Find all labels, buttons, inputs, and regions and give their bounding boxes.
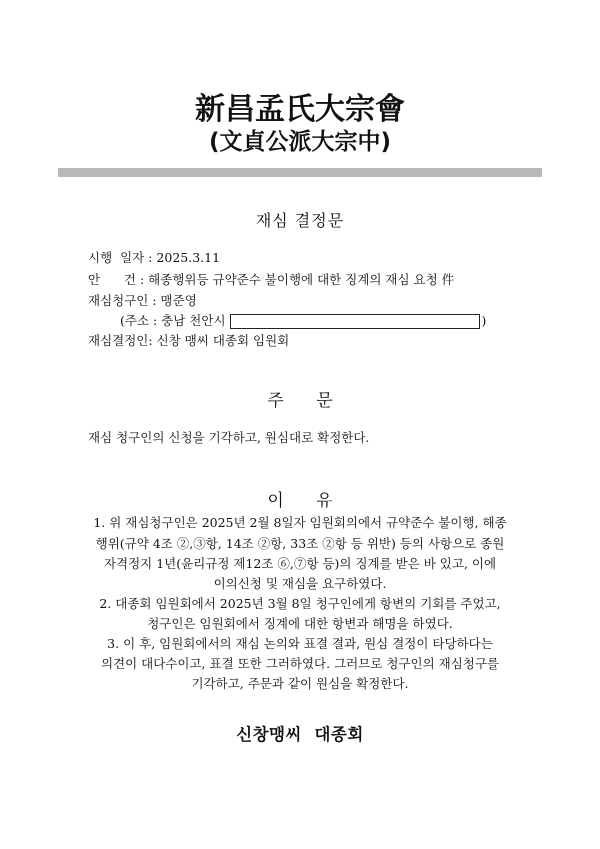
info-date-row — [88, 250, 220, 266]
date-value: 2025.3.11 — [156, 250, 221, 265]
organization-title: 新昌孟氏大宗會 — [195, 92, 405, 127]
info-petitioner-row — [88, 293, 197, 309]
subject-label: 안 건 : — [88, 272, 145, 287]
reason-line: 기각하고, 주문과 같이 원심을 확정한다. — [191, 676, 409, 691]
header-divider — [58, 168, 542, 177]
reason-line: 자격정지 1년(윤리규정 제12조 ⑥,⑦항 등)의 징계를 받은 바 있고, 이에 — [103, 556, 497, 571]
decider-value: 신창 맹씨 대종회 임원회 — [156, 333, 290, 348]
info-decider-row — [88, 333, 289, 349]
decider-label: 재심결정인: — [88, 333, 153, 348]
address-prefix: (주소 : 충남 천안시 — [120, 313, 226, 328]
signature: 신창맹씨 대종회 — [236, 725, 364, 744]
subject-value: 해종행위등 규약준수 불이행에 대한 징계의 재심 요청 件 — [148, 272, 455, 287]
reason-line: 2. 대종회 임원회에서 2025년 3월 8일 청구인에게 항변의 기회를 주었고, — [99, 596, 501, 611]
petitioner-value: 맹준영 — [160, 293, 197, 308]
date-label: 시행 일자 : — [88, 250, 153, 265]
reason-line: 1. 위 재심청구인은 2025년 2월 8일자 임원회의에서 규약준수 불이행, 해종 — [93, 515, 507, 530]
reason-line: 3. 이 후, 임원회에서의 재심 논의와 표결 결과, 원심 결정이 타당하다는 — [107, 636, 493, 651]
reason-line: 의견이 대다수이고, 표결 또한 그러하였다. 그러므로 청구인의 재심청구를 — [100, 656, 499, 671]
ruling-text: 재심 청구인의 신청을 기각하고, 원심대로 확정한다. — [88, 430, 370, 445]
ruling-heading: 주 문 — [267, 391, 333, 411]
document-title: 재심 결정문 — [255, 211, 345, 230]
reason-line: 이의신청 및 재심을 요구하였다. — [213, 576, 387, 591]
reasons-heading: 이 유 — [267, 491, 333, 511]
info-address-row — [120, 313, 486, 329]
reason-line: 청구인은 임원회에서 징계에 대한 항변과 해명을 하였다. — [147, 616, 453, 631]
petitioner-label: 재심청구인 : — [88, 293, 157, 308]
address-redaction-box — [230, 314, 480, 329]
reason-line: 행위(규약 4조 ②,③항, 14조 ②항, 33조 ②항 등 위반) 등의 사항으로 종원 — [95, 536, 505, 551]
info-subject-row — [88, 272, 454, 288]
address-suffix: ) — [481, 313, 487, 328]
organization-subtitle: (文貞公派大宗中) — [208, 129, 392, 155]
